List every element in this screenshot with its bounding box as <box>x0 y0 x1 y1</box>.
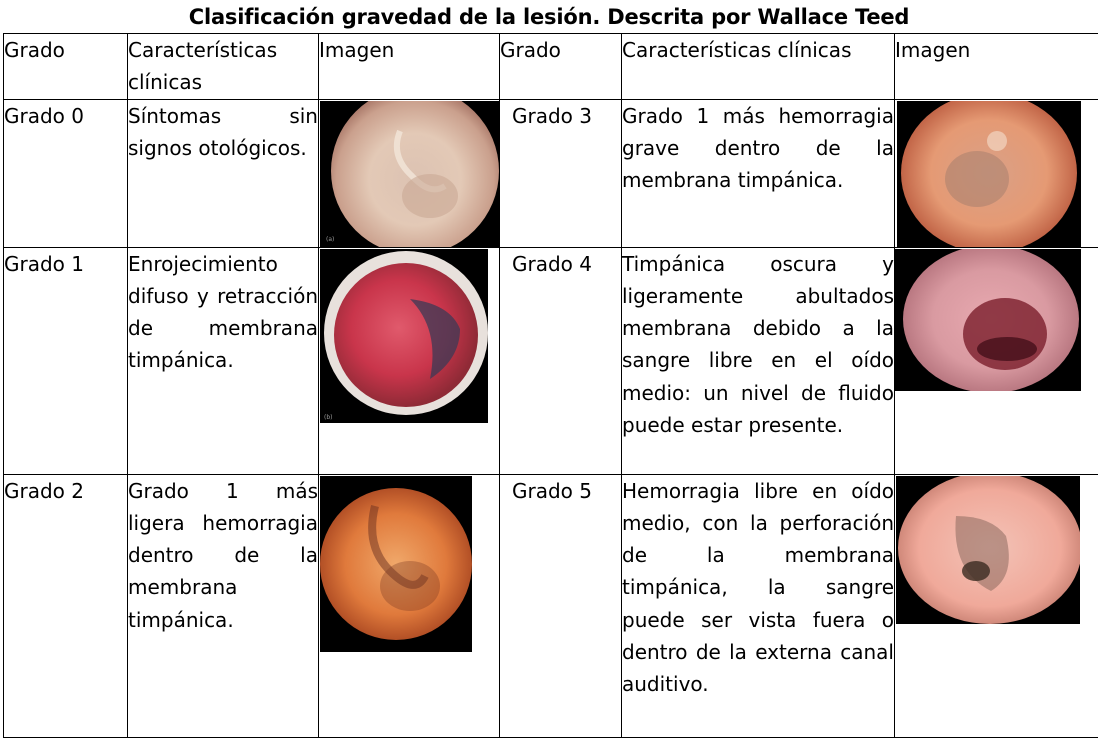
grade-image-cell <box>895 247 1098 474</box>
grade-image-cell <box>319 247 500 474</box>
header-caracteristicas-left: Características clínicas <box>128 34 319 100</box>
header-row <box>4 34 1098 100</box>
eardrum-grade-5-image <box>896 476 1080 624</box>
classification-table <box>3 33 1098 738</box>
grade-image-cell <box>895 474 1098 737</box>
header-grado-left: Grado <box>4 34 128 100</box>
header-grado-right: Grado <box>500 34 622 100</box>
image-caption: (b) <box>324 414 333 421</box>
eardrum-grade-3-image <box>897 101 1081 247</box>
grade-label: Grado 4 <box>500 247 622 474</box>
table-row <box>4 474 1098 737</box>
grade-description: Grado 1 más hemorragia grave dentro de la membrana timpánica. <box>622 99 895 247</box>
grade-label: Grado 0 <box>4 99 128 247</box>
page-title: Clasificación gravedad de la lesión. Descrita por Wallace Teed <box>0 2 1098 32</box>
grade-description: Síntomas sin signos otológicos. <box>128 99 319 247</box>
image-caption: (a) <box>326 236 334 243</box>
eardrum-grade-0-image <box>320 101 500 247</box>
grade-label: Grado 2 <box>4 474 128 737</box>
grade-label: Grado 5 <box>500 474 622 737</box>
header-imagen-right: Imagen <box>895 34 1098 100</box>
grade-image-cell <box>895 99 1098 247</box>
eardrum-grade-2-image <box>320 476 472 652</box>
header-imagen-left: Imagen <box>319 34 500 100</box>
eardrum-grade-4-image <box>895 249 1081 391</box>
grade-description: Grado 1 más ligera hemorragia dentro de la membrana timpánica. <box>128 474 319 737</box>
grade-image-cell <box>319 474 500 737</box>
grade-description: Timpánica oscura y ligeramente abultados membrana debido a la sangre libre en el oído medio: un nivel de fluido puede estar presente. <box>622 247 895 474</box>
grade-label: Grado 1 <box>4 247 128 474</box>
eardrum-grade-1-image <box>320 249 488 423</box>
grade-description: Hemorragia libre en oído medio, con la perforación de la membrana timpánica, la sangre puede ser vista fuera o dentro de la externa canal auditivo. <box>622 474 895 737</box>
table-row <box>4 247 1098 474</box>
grade-label: Grado 3 <box>500 99 622 247</box>
table-row <box>4 99 1098 247</box>
grade-description: Enrojecimiento difuso y retracción de membrana timpánica. <box>128 247 319 474</box>
header-caracteristicas-right: Características clínicas <box>622 34 895 100</box>
grade-image-cell <box>319 99 500 247</box>
